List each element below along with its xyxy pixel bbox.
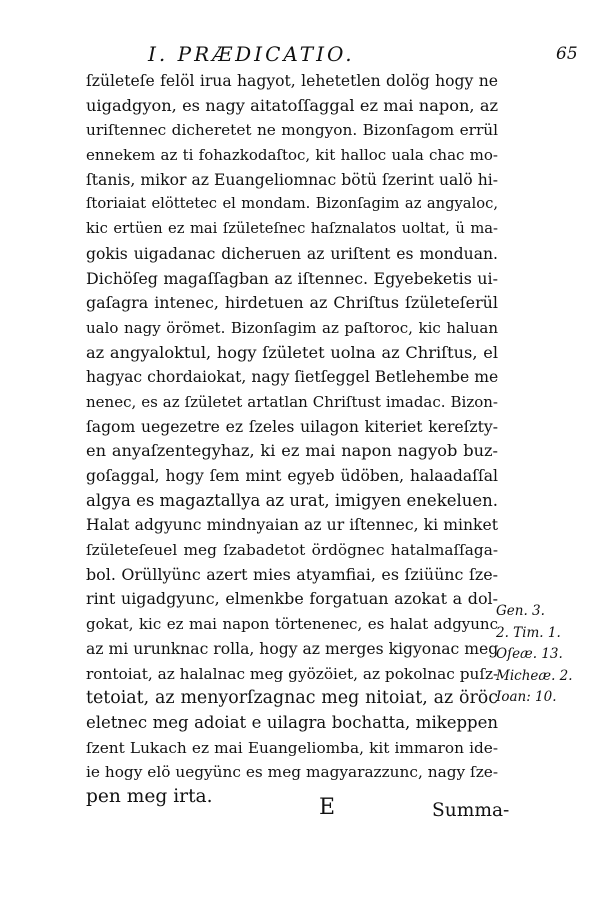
running-title: I. PRÆDICATIO. (148, 42, 355, 66)
text-line: nenec, es az ſzületet artatlan Chriſtust imadac. Bizon- (86, 392, 498, 411)
text-line: goſaggal, hogy ſem mint egyeb üdöben, halaadaſſal (86, 467, 498, 485)
text-line: en anyaſzentegyhaz, ki ez mai napon nagyob buz- (86, 441, 498, 461)
text-line: az angyaloktul, hogy ſzületet uolna az Chriſtus, el (86, 342, 498, 362)
margin-references (496, 601, 596, 709)
catchword: Summa- (432, 800, 510, 821)
text-line: gokis uigadanac dicheruen az uriſtent es monduan. (86, 244, 498, 263)
text-line: az mi urunknac rolla, hogy az merges kigyonac meg (86, 639, 499, 658)
text-line: uriſtennec dicheretet ne mongyon. Bizonſagom errül (86, 121, 498, 140)
text-line: ennekem az ti fohazkodaſtoc, kit halloc uala chac mo- (86, 146, 498, 165)
text-line: ie hogy elö uegyünc es meg magyarazzunc, nagy ſze- (86, 763, 498, 782)
text-line: hagyac chordaiokat, nagy ſietſeggel Betlehembe me (86, 368, 499, 387)
margin-note: Oſeæ. 13. (496, 646, 563, 662)
text-line: pen meg irta. (86, 785, 213, 807)
margin-note: Gen. 3. (496, 603, 545, 619)
text-line: ualo nagy örömet. Bizonſagim az paſtoroc, kic haluan (86, 318, 498, 337)
text-line: rint uigadgyunc, elmenkbe forgatuan azokat a dol- (86, 589, 498, 609)
text-line: Halat adgyunc mindnyaian az ur iſtennec, ki minket (86, 516, 498, 535)
page-number: 65 (556, 44, 578, 64)
margin-note: Ioan: 10. (496, 689, 557, 705)
text-line: ſzületeſeuel meg ſzabadetot ördögnec hatalmaſſaga- (86, 541, 498, 560)
text-line: uigadgyon, es nagy aitatoſſaggal ez mai napon, az (86, 95, 498, 115)
text-line: ſzent Lukach ez mai Euangeliomba, kit immaron ide- (86, 738, 498, 757)
body-text (86, 69, 498, 810)
text-line: bol. Orüllyünc azert mies atyamfiai, es ſziüünc ſze- (86, 564, 498, 584)
text-line: gokat, kic ez mai napon törtenenec, es halat adgyunc (86, 615, 498, 634)
text-line: ſzületeſe felöl irua hagyot, lehetetlen dolög hogy ne (86, 72, 498, 90)
text-line: eletnec meg adoiat e uilagra bochatta, mikeppen (86, 712, 498, 732)
text-line: rontoiat, az halalnac meg gyözöiet, az pokolnac puſz- (86, 664, 499, 683)
page-header (0, 42, 607, 72)
text-line: gaſagra intenec, hirdetuen az Chriſtus ſzületeſerül (86, 293, 498, 313)
margin-note: 2. Tim. 1. (496, 624, 561, 641)
signature-mark: E (319, 795, 336, 820)
text-line: ſtoriaiat elöttetec el mondam. Bizonſagim az angyaloc, (86, 195, 498, 213)
text-line: Dichöſeg magaſſagban az iſtennec. Egyebeketis ui- (86, 268, 498, 288)
text-line: ſtanis, mikor az Euangeliomnac bötü ſzerint ualö hi- (86, 170, 498, 189)
text-line: kic ertüen ez mai ſzületeſnec haſznalatos uoltat, ü ma- (86, 220, 498, 238)
text-line: tetoiat, az menyorſzagnac meg nitoiat, az öröc (86, 688, 498, 709)
margin-note: Micheæ. 2. (496, 667, 573, 684)
text-line: algya es magaztallya az urat, imigyen enekeluen. (86, 490, 498, 510)
text-line: ſagom uegezetre ez ſzeles uilagon kiteriet kereſzty- (86, 417, 498, 436)
